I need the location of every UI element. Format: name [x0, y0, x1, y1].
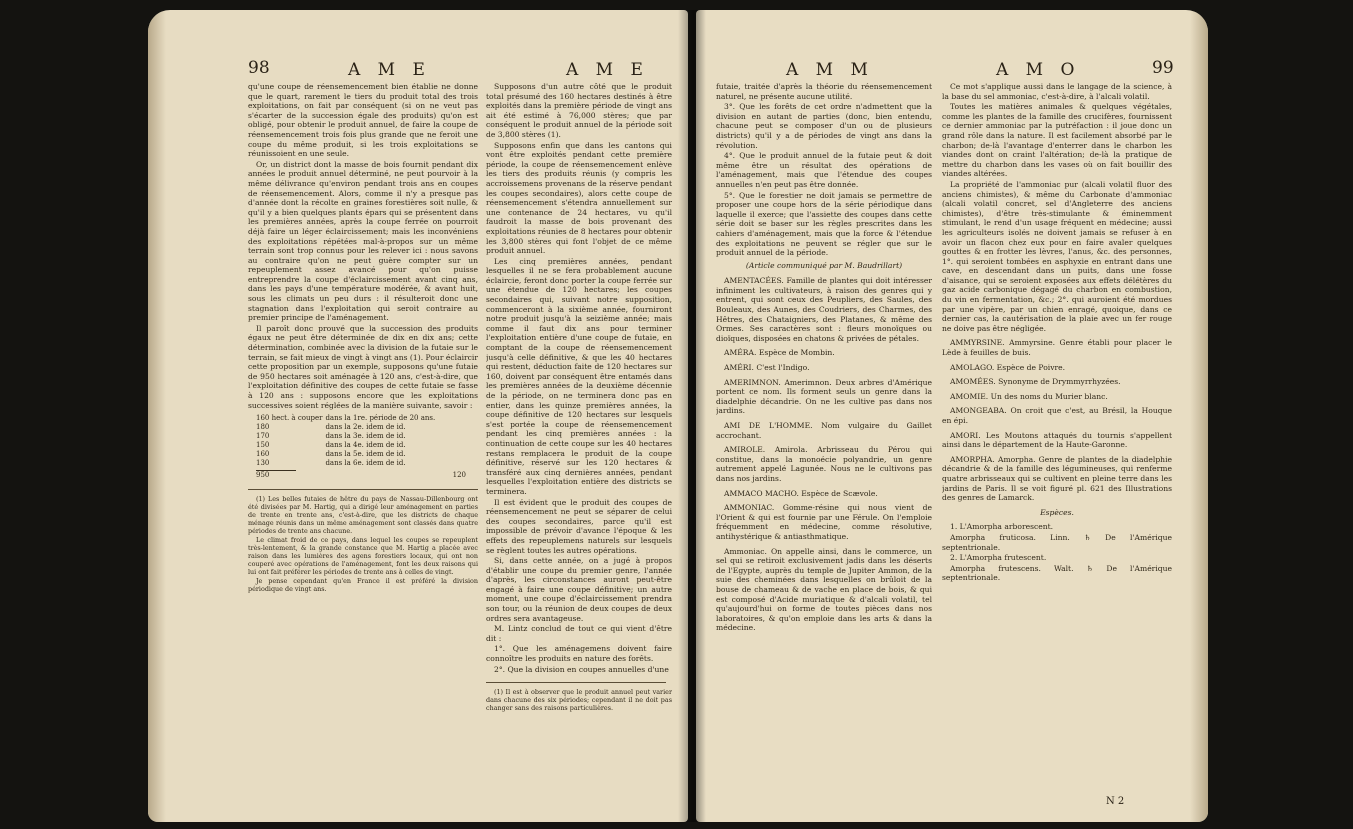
- dictionary-entry: AMONGEABA. On croit que c'est, au Brésil, la Houque en épi.: [942, 406, 1172, 425]
- species-item: 2. L'Amorpha frutescent.: [950, 553, 1047, 563]
- dictionary-entry: AMOMÉES. Synonyme de Drymmyrrhyzées.: [950, 377, 1121, 387]
- dictionary-entry: AMMONIAC. Gomme-résine qui nous vient de l'Orient & qui est fournie par une Férule. On l'emploie fréquemment en médecine, comme résolutive, antihystérique & antiasthmatique.: [716, 503, 932, 541]
- dictionary-entry: AMENTACÉES. Famille de plantes qui doit intéresser infiniment les cultivateurs, à raison des genres qui y entrent, qui sont ceux des Peupliers, des Saules, des Bouleaux, des Aunes, des Coudriers, des Charmes, des Hêtres, des Chataigniers, des Platanes, & même des Ormes. Ses caractères sont : fleurs monoïques ou dioïques, disposées en chatons & privées de pétales.: [716, 276, 932, 343]
- paragraph: Si, dans cette année, on a jugé à propos d'établir une coupe du premier genre, l'année d'après, les circonstances auront peut-être engagé à faire une coupe définitive; un autre moment, une coupe d'éclaircissement prendra son tour, ou la réunion de deux coupes de deux ordres sera avantageuse.: [486, 556, 672, 623]
- cutting-schedule-table: [256, 414, 438, 468]
- dictionary-entry: AMIROLE. Amirola. Arbrisseau du Pérou qui constitue, dans la monoécie polyandrie, un genre autrement appelé Lagunée. Nous ne le cultivons pas dans nos jardins.: [716, 445, 932, 483]
- table-total-row: [256, 471, 466, 481]
- dictionary-entry: AMERIMNON. Amerimnon. Deux arbres d'Amérique portent ce nom. Ils forment seuls un genre dans la diadelphie décandrie. On ne les cultive pas dans nos jardins.: [716, 377, 932, 416]
- table-row: 160 dans la 5e. idem de id.: [256, 450, 406, 459]
- dictionary-entry: AMORI. Les Moutons attaqués du tournis s'appellent ainsi dans le département de la Haute-Garonne.: [942, 430, 1172, 450]
- paragraph: Il paroît donc prouvé que la succession des produits égaux ne peut être déterminée de dix en dix ans; cette détermination, combinée avec la division de la futaie sur le terrain, se fait mieux de vingt à vingt ans (1). Pour éclaircir cette proposition par un exemple, supposons qu'une futaie de 950 hectares soit aménagée à 120 ans, c'est-à-dire, que l'exploitation définitive des coupes de cette futaie se fasse à 120 ans : supposons encore que les exploitations successives soient réglées de la manière suivante, savoir :: [248, 323, 478, 410]
- paragraph: La propriété de l'ammoniac pur (alcali volatil fluor des anciens chimistes), & même du Carbonate d'ammoniac (alcali volatil concret, sel d'Angleterre des anciens chimistes), d'être très-stimulante & éminemment stimulant, le rend d'un usage fréquent en médecine; aussi les agriculteurs isolés ne doivent jamais se refuser à en avoir un flacon chez eux pour en faire avaler quelques gouttes & en frotter les lèvres, l'anus, &c. des personnes, 1°. qui seroient tombées en asphyxie en entrant dans une cave, en descendant dans un puits, dans une fosse d'aisance, qui se seroient exposées aux effets délétères du gaz acide carbonique dégagé du charbon en combustion, du vin en fermentation, &c.; 2°. qui auroient été mordues par une vipère, par un chien enragé, quoique, dans ce dernier cas, la cautérisation de la plaie avec un fer rouge ne doive pas être négligée.: [942, 179, 1172, 333]
- left-col-2: [486, 82, 672, 782]
- table-total: 950: [256, 471, 270, 480]
- paragraph: Supposons enfin que dans les cantons qui vont être exploités pendant cette première période, la coupe de réensemencement enlève les tiers des produits réunis (y compris les accroissemens provenans de la réserve pendant les coupes secondaires), alors cette coupe de réensemencement s'étendra annuellement sur une contenance de 24 hectares, vu qu'il faudroit la masse de bois provenant des exploitations réunies de 8 hectares pour obtenir les 3,800 stères qui font l'objet de ce même produit annuel.: [486, 140, 672, 256]
- paragraph: 2°. Que la division en coupes annuelles d'une: [494, 664, 669, 674]
- table-row: 170 dans la 3e. idem de id.: [256, 432, 406, 441]
- dictionary-entry: AMI DE L'HOMME. Nom vulgaire du Gaillet accrochant.: [716, 421, 932, 440]
- paragraph: Or, un district dont la masse de bois fournit pendant dix années le produit annuel déterminé, ne peut pourvoir à la même délivrance qu'environ pendant trois ans en coupes de réensemencement. Alors, comme il n'y a presque pas d'année dont la récolte en graines forestières soit nulle, & qu'il y a bien quelques plants épars qui se présentent dans les premières années, après la coupe ferrée on pourroit déjà faire un léger éclaircissement; mais les inconvéniens des exploitations répétées mal-à-propos sur un même terrain sont trop connus pour les relever ici : nous savons au contraire qu'on ne peut guère compter sur un repeuplement assez avancé pour qu'on puisse entreprendre la coupe d'éclaircissement avant cinq ans, dans les pays d'une température modérée, & avant huit, sous les climats un peu durs : il résulteroit donc une stagnation dans l'exploitation qui seroit contraire au premier principe de l'aménagement.: [248, 159, 478, 323]
- paragraph: 4°. Que le produit annuel de la futaie peut & doit même être un résultat des opérations de l'aménagement, mais que l'étendue des coupes annuelles n'en peut pas être donnée.: [716, 151, 932, 189]
- right-page-header-2: A M O: [996, 60, 1081, 80]
- right-page-header-1: A M M: [786, 60, 874, 80]
- dictionary-entry: AMÉRI. C'est l'Indigo.: [724, 363, 810, 373]
- paragraph: 5°. Que le forestier ne doit jamais se permettre de proposer une coupe hors de la série périodique dans laquelle il exerce; que l'assiette des coupes dans cette série doit se baser sur les règles prescrites dans les cahiers d'aménagement, mais que la force & l'étendue des exploitations ne peuvent se régler que sur le produit annuel de la période.: [716, 190, 932, 258]
- species-item: Amorpha fruticosa. Linn. ♄ De l'Amérique septentrionale.: [942, 532, 1172, 552]
- article-credit: (Article communiqué par M. Baudrillart): [745, 260, 903, 270]
- table-row: 130 dans la 6e. idem de id.: [256, 459, 406, 468]
- paragraph: Il est évident que le produit des coupes de réensemencement ne peut se séparer de celui des coupes secondaires, parce qu'il est impossible de prévoir d'avance l'époque & les effets des repeuplemens naturels sur lesquels se règlent toutes les autres opérations.: [486, 497, 672, 555]
- table-row: 160 hect. à couper dans la 1re. période de 20 ans.: [256, 414, 436, 423]
- paragraph: futaie, traitée d'après la théorie du réensemencement naturel, ne présente aucune utilité.: [716, 82, 932, 101]
- left-page-header-2: A M E: [566, 60, 649, 80]
- dictionary-entry: AMOLAGO. Espèce de Poivre.: [950, 362, 1066, 372]
- right-page-number: 99: [1152, 58, 1174, 78]
- table-years: 120: [452, 471, 466, 480]
- dictionary-entry: Ammoniac. On appelle ainsi, dans le commerce, un sel qui se retiroit exclusivement jadis dans les déserts de l'Egypte, auprès du temple de Jupiter Ammon, de la suie des cheminées dans lesquelles on brûloit de la bouse de chameau & de vache en place de bois, & qui est composé d'Acide muriatique & d'alcali volatil, tel qu'aujourd'hui on forme de toutes pièces dans nos laboratoires, & qu'on emploie dans les arts & dans la médecine.: [716, 546, 932, 633]
- signature-mark: N 2: [1106, 796, 1125, 807]
- paragraph: Ce mot s'applique aussi dans le langage de la science, à la base du sel ammoniac, c'est-à-dire, à l'alcali volatil.: [942, 82, 1172, 101]
- left-page-number: 98: [248, 58, 270, 78]
- species-item: 1. L'Amorpha arborescent.: [950, 522, 1054, 532]
- book-gutter: [678, 10, 706, 822]
- open-book: [148, 10, 1208, 822]
- footnote: (1) Il est à observer que le produit annuel peut varier dans chacune des six périodes; cependant il ne doit pas changer sans des raisons particulières.: [486, 688, 672, 713]
- table-row: 150 dans la 4e. idem de id.: [256, 441, 406, 450]
- species-item: Amorpha frutescens. Walt. ♄ De l'Amérique septentrionale.: [942, 563, 1172, 583]
- left-page-header-1: A M E: [348, 60, 431, 80]
- paragraph: 3°. Que les forêts de cet ordre n'admettent que la division en autant de parties (donc, bien entendu, chacune peut se composer d'un ou de plusieurs districts) qu'il y a de périodes de vingt ans dans la révolution.: [716, 102, 932, 150]
- dictionary-entry: AMOMIE. Un des noms du Murier blanc.: [950, 391, 1108, 401]
- dictionary-entry: AMORPHA. Amorpha. Genre de plantes de la diadelphie décandrie & de la famille des légumineuses, qui renferme quatre arbrisseaux qui se cultivent en pleine terre dans les jardins de Paris. Il se voit figuré pl. 621 des Illustrations des genres de Lamarck.: [942, 454, 1172, 503]
- paragraph: qu'une coupe de réensemencement bien établie ne donne que le quart, rarement le tiers du produit total des trois exploitations, on fait par conséquent (si on ne veut pas s'écarter de la succession égale des produits) qu'on est obligé, pour obtenir le produit annuel, de faire la coupe de réensemencement trois fois plus grande que ne feroit une coupe du même produit, si les trois exploitations se réunissoient en une seule.: [248, 82, 478, 159]
- left-col-1: [248, 82, 478, 782]
- right-col-1: [716, 82, 932, 802]
- left-page: [148, 10, 688, 822]
- dictionary-entry: AMMACO MACHO. Espèce de Scævole.: [724, 488, 878, 498]
- paragraph: Les cinq premières années, pendant lesquelles il ne se fera probablement aucune éclaircie, feront donc porter la coupe ferrée sur une étendue de 120 hectares; les coupes secondaires qui, suivant notre supposition, commenceront à la sixième année, fourniront notre produit jusqu'à la seizième année; mais comme il faut dix ans pour terminer l'exploitation entière d'une coupe de futaie, en comptant de la coupe de réensemencement jusqu'à celle définitive, & que les 40 hectares qui restent, déduction faite de 120 hectares sur 160, doivent par conséquent être entamés dans les premières années de la deuxième décennie de la période, on ne terminera donc pas en entier, dans les quinze premières années, la coupe définitive de 120 hectares sur lesquels s'est portée la coupe de réensemencement pendant les cinq premières années : la continuation de cette coupe sur les 40 hectares restans remplacera le produit de la coupe définitive, réservé sur les 120 hectares & transféré aux cinq dernières années, pendant lesquelles l'exploitation entière des districts se terminera.: [486, 256, 672, 496]
- dictionary-entry: AMMYRSINE. Ammyrsine. Genre établi pour placer le Lède à feuilles de buis.: [942, 338, 1172, 358]
- paragraph: 1°. Que les aménagemens doivent faire connoître les produits en nature des forêts.: [486, 644, 672, 664]
- species-heading: Espèces.: [1040, 507, 1074, 517]
- right-page: [696, 10, 1208, 822]
- paragraph: M. Lintz conclud de tout ce qui vient d'être dit :: [486, 624, 672, 643]
- footnote: (1) Les belles futaies de hêtre du pays de Nassau-Dillenbourg ont été divisées par M. Hartig, qui a dirigé leur aménagement en parties de trente en trente ans, c'est-à-dire, que les districts de chaque ménage réunis dans un même aménagement sont classés dans quatre périodes de trente ans chacune. Le climat froid de ce pays, dans lequel les coupes se repeuplent très-lentement, & la grande constance que M. Hartig a placée avec raison dans les lumières des agens forestiers locaux, qui ont non couperé avec opérations de l'aménagement, font les deux raisons qui lui ont fait préférer les périodes de trente ans à celles de vingt. Je pense cependant qu'en France il est préféré la division périodique de vingt ans.: [248, 494, 478, 593]
- paragraph: Supposons d'un autre côté que le produit total présumé des 160 hectares destinés à être exploités dans la première période de vingt ans ait été estimé à 76,000 stères; que par conséquent le produit annuel de la période soit de 3,800 stères (1).: [486, 82, 672, 139]
- paragraph: Toutes les matières animales & quelques végétales, comme les plantes de la famille des crucifères, fournissent ce dernier ammoniac par la putréfaction : il joue donc un grand rôle dans la nature. Il est facilement absorbé par le charbon; de-là l'avantage d'enterrer dans le charbon les viandes dont on craint l'altération; de-là la pratique de mettre du charbon dans les vases où on fait bouillir des viandes altérées.: [942, 102, 1172, 179]
- dictionary-entry: AMÉRA. Espèce de Mombin.: [724, 348, 835, 358]
- table-row: 180 dans la 2e. idem de id.: [256, 423, 406, 432]
- right-col-2: [942, 82, 1172, 802]
